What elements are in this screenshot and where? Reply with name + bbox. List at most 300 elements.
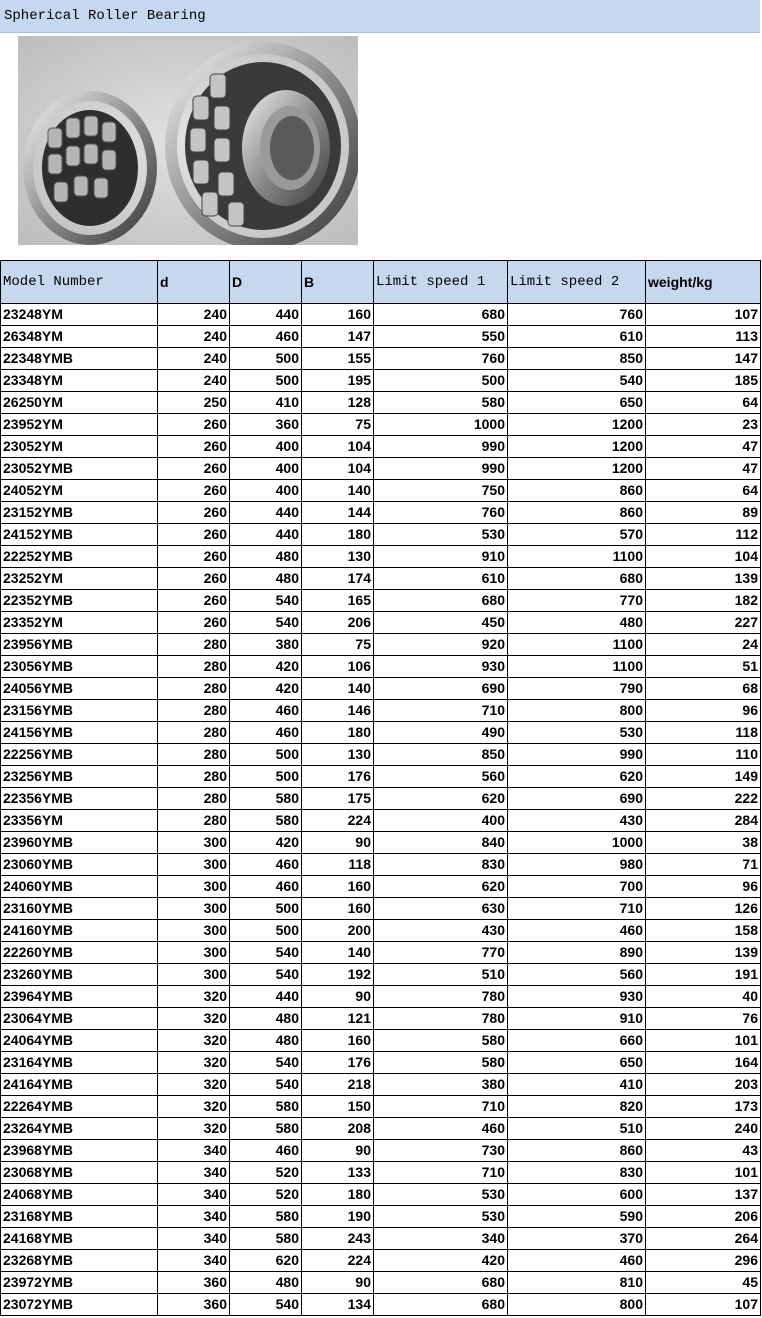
limit-speed-2-cell: 620 bbox=[508, 766, 646, 788]
limit-speed-2-cell: 1100 bbox=[508, 546, 646, 568]
limit-speed-2-cell: 810 bbox=[508, 1272, 646, 1294]
table-row bbox=[1, 876, 761, 898]
model-number-cell: 23072YMB bbox=[1, 1294, 158, 1316]
weight-cell: 43 bbox=[646, 1140, 761, 1162]
limit-speed-1-cell: 710 bbox=[374, 1096, 508, 1118]
b-cell: 144 bbox=[302, 502, 374, 524]
limit-speed-1-cell: 830 bbox=[374, 854, 508, 876]
outer-d-cell: 580 bbox=[230, 788, 302, 810]
model-number-cell: 24152YMB bbox=[1, 524, 158, 546]
model-number-cell: 23060YMB bbox=[1, 854, 158, 876]
weight-cell: 191 bbox=[646, 964, 761, 986]
limit-speed-1-cell: 710 bbox=[374, 1162, 508, 1184]
b-cell: 208 bbox=[302, 1118, 374, 1140]
weight-cell: 158 bbox=[646, 920, 761, 942]
limit-speed-1-cell: 620 bbox=[374, 876, 508, 898]
table-row bbox=[1, 854, 761, 876]
outer-d-cell: 480 bbox=[230, 546, 302, 568]
d-cell: 300 bbox=[158, 898, 230, 920]
table-row bbox=[1, 942, 761, 964]
limit-speed-1-cell: 580 bbox=[374, 392, 508, 414]
table-row bbox=[1, 1118, 761, 1140]
d-cell: 340 bbox=[158, 1140, 230, 1162]
limit-speed-2-cell: 930 bbox=[508, 986, 646, 1008]
limit-speed-2-cell: 600 bbox=[508, 1184, 646, 1206]
weight-cell: 112 bbox=[646, 524, 761, 546]
limit-speed-2-cell: 1000 bbox=[508, 832, 646, 854]
d-cell: 300 bbox=[158, 942, 230, 964]
limit-speed-2-cell: 590 bbox=[508, 1206, 646, 1228]
limit-speed-1-cell: 530 bbox=[374, 1206, 508, 1228]
table-row bbox=[1, 1184, 761, 1206]
weight-cell: 76 bbox=[646, 1008, 761, 1030]
d-cell: 260 bbox=[158, 458, 230, 480]
model-number-cell: 22252YMB bbox=[1, 546, 158, 568]
outer-d-cell: 540 bbox=[230, 942, 302, 964]
limit-speed-2-cell: 860 bbox=[508, 502, 646, 524]
limit-speed-2-cell: 560 bbox=[508, 964, 646, 986]
model-number-cell: 22264YMB bbox=[1, 1096, 158, 1118]
d-cell: 260 bbox=[158, 568, 230, 590]
table-row bbox=[1, 1162, 761, 1184]
column-header-weight: weight/kg bbox=[646, 261, 761, 304]
d-cell: 260 bbox=[158, 612, 230, 634]
d-cell: 260 bbox=[158, 524, 230, 546]
limit-speed-1-cell: 550 bbox=[374, 326, 508, 348]
weight-cell: 107 bbox=[646, 304, 761, 326]
limit-speed-1-cell: 850 bbox=[374, 744, 508, 766]
limit-speed-2-cell: 860 bbox=[508, 480, 646, 502]
outer-d-cell: 500 bbox=[230, 744, 302, 766]
d-cell: 280 bbox=[158, 700, 230, 722]
limit-speed-2-cell: 1100 bbox=[508, 634, 646, 656]
b-cell: 243 bbox=[302, 1228, 374, 1250]
limit-speed-1-cell: 450 bbox=[374, 612, 508, 634]
table-row bbox=[1, 436, 761, 458]
b-cell: 90 bbox=[302, 986, 374, 1008]
weight-cell: 68 bbox=[646, 678, 761, 700]
model-number-cell: 23064YMB bbox=[1, 1008, 158, 1030]
outer-d-cell: 380 bbox=[230, 634, 302, 656]
limit-speed-1-cell: 760 bbox=[374, 348, 508, 370]
limit-speed-1-cell: 730 bbox=[374, 1140, 508, 1162]
limit-speed-2-cell: 1200 bbox=[508, 436, 646, 458]
b-cell: 180 bbox=[302, 722, 374, 744]
d-cell: 340 bbox=[158, 1184, 230, 1206]
weight-cell: 185 bbox=[646, 370, 761, 392]
outer-d-cell: 440 bbox=[230, 502, 302, 524]
outer-d-cell: 580 bbox=[230, 810, 302, 832]
table-row bbox=[1, 1140, 761, 1162]
b-cell: 176 bbox=[302, 1052, 374, 1074]
table-row bbox=[1, 656, 761, 678]
table-row bbox=[1, 678, 761, 700]
weight-cell: 47 bbox=[646, 436, 761, 458]
limit-speed-1-cell: 1000 bbox=[374, 414, 508, 436]
limit-speed-2-cell: 1200 bbox=[508, 458, 646, 480]
limit-speed-1-cell: 780 bbox=[374, 986, 508, 1008]
outer-d-cell: 460 bbox=[230, 1140, 302, 1162]
column-header-limit-speed-2: Limit speed 2 bbox=[508, 261, 646, 304]
outer-d-cell: 480 bbox=[230, 1030, 302, 1052]
table-row bbox=[1, 612, 761, 634]
weight-cell: 96 bbox=[646, 876, 761, 898]
b-cell: 224 bbox=[302, 810, 374, 832]
outer-d-cell: 540 bbox=[230, 590, 302, 612]
weight-cell: 64 bbox=[646, 392, 761, 414]
limit-speed-2-cell: 660 bbox=[508, 1030, 646, 1052]
d-cell: 300 bbox=[158, 920, 230, 942]
b-cell: 130 bbox=[302, 744, 374, 766]
model-number-cell: 23268YMB bbox=[1, 1250, 158, 1272]
limit-speed-1-cell: 760 bbox=[374, 502, 508, 524]
outer-d-cell: 420 bbox=[230, 656, 302, 678]
limit-speed-1-cell: 710 bbox=[374, 700, 508, 722]
table-row bbox=[1, 480, 761, 502]
limit-speed-2-cell: 890 bbox=[508, 942, 646, 964]
weight-cell: 51 bbox=[646, 656, 761, 678]
outer-d-cell: 500 bbox=[230, 370, 302, 392]
d-cell: 320 bbox=[158, 1030, 230, 1052]
limit-speed-1-cell: 690 bbox=[374, 678, 508, 700]
limit-speed-2-cell: 480 bbox=[508, 612, 646, 634]
outer-d-cell: 400 bbox=[230, 436, 302, 458]
model-number-cell: 23152YMB bbox=[1, 502, 158, 524]
limit-speed-2-cell: 790 bbox=[508, 678, 646, 700]
limit-speed-1-cell: 990 bbox=[374, 436, 508, 458]
outer-d-cell: 500 bbox=[230, 920, 302, 942]
outer-d-cell: 460 bbox=[230, 326, 302, 348]
d-cell: 260 bbox=[158, 590, 230, 612]
b-cell: 218 bbox=[302, 1074, 374, 1096]
outer-d-cell: 480 bbox=[230, 1008, 302, 1030]
table-row bbox=[1, 568, 761, 590]
limit-speed-1-cell: 680 bbox=[374, 1294, 508, 1316]
outer-d-cell: 500 bbox=[230, 898, 302, 920]
model-number-cell: 23168YMB bbox=[1, 1206, 158, 1228]
outer-d-cell: 420 bbox=[230, 832, 302, 854]
b-cell: 160 bbox=[302, 898, 374, 920]
table-row bbox=[1, 304, 761, 326]
table-row bbox=[1, 392, 761, 414]
limit-speed-1-cell: 610 bbox=[374, 568, 508, 590]
limit-speed-2-cell: 650 bbox=[508, 392, 646, 414]
d-cell: 300 bbox=[158, 832, 230, 854]
model-number-cell: 23260YMB bbox=[1, 964, 158, 986]
weight-cell: 45 bbox=[646, 1272, 761, 1294]
model-number-cell: 23068YMB bbox=[1, 1162, 158, 1184]
column-header-model-number: Model Number bbox=[1, 261, 158, 304]
d-cell: 320 bbox=[158, 1074, 230, 1096]
d-cell: 280 bbox=[158, 744, 230, 766]
outer-d-cell: 500 bbox=[230, 766, 302, 788]
model-number-cell: 23264YMB bbox=[1, 1118, 158, 1140]
table-row bbox=[1, 634, 761, 656]
limit-speed-2-cell: 460 bbox=[508, 1250, 646, 1272]
d-cell: 260 bbox=[158, 546, 230, 568]
outer-d-cell: 580 bbox=[230, 1118, 302, 1140]
outer-d-cell: 520 bbox=[230, 1162, 302, 1184]
limit-speed-1-cell: 380 bbox=[374, 1074, 508, 1096]
table-row bbox=[1, 458, 761, 480]
table-row bbox=[1, 1008, 761, 1030]
outer-d-cell: 460 bbox=[230, 700, 302, 722]
limit-speed-2-cell: 370 bbox=[508, 1228, 646, 1250]
limit-speed-2-cell: 800 bbox=[508, 1294, 646, 1316]
model-number-cell: 22256YMB bbox=[1, 744, 158, 766]
b-cell: 174 bbox=[302, 568, 374, 590]
outer-d-cell: 440 bbox=[230, 524, 302, 546]
b-cell: 106 bbox=[302, 656, 374, 678]
model-number-cell: 24068YMB bbox=[1, 1184, 158, 1206]
b-cell: 206 bbox=[302, 612, 374, 634]
outer-d-cell: 360 bbox=[230, 414, 302, 436]
limit-speed-1-cell: 750 bbox=[374, 480, 508, 502]
table-body bbox=[1, 304, 761, 1316]
b-cell: 121 bbox=[302, 1008, 374, 1030]
model-number-cell: 23960YMB bbox=[1, 832, 158, 854]
d-cell: 280 bbox=[158, 634, 230, 656]
weight-cell: 38 bbox=[646, 832, 761, 854]
b-cell: 160 bbox=[302, 876, 374, 898]
d-cell: 280 bbox=[158, 766, 230, 788]
d-cell: 320 bbox=[158, 1096, 230, 1118]
table-row bbox=[1, 1030, 761, 1052]
b-cell: 75 bbox=[302, 414, 374, 436]
weight-cell: 264 bbox=[646, 1228, 761, 1250]
table-row bbox=[1, 546, 761, 568]
column-header-b: B bbox=[302, 261, 374, 304]
limit-speed-1-cell: 430 bbox=[374, 920, 508, 942]
limit-speed-2-cell: 830 bbox=[508, 1162, 646, 1184]
b-cell: 160 bbox=[302, 304, 374, 326]
weight-cell: 296 bbox=[646, 1250, 761, 1272]
model-number-cell: 23972YMB bbox=[1, 1272, 158, 1294]
weight-cell: 240 bbox=[646, 1118, 761, 1140]
b-cell: 140 bbox=[302, 678, 374, 700]
d-cell: 320 bbox=[158, 986, 230, 1008]
d-cell: 360 bbox=[158, 1272, 230, 1294]
limit-speed-1-cell: 770 bbox=[374, 942, 508, 964]
outer-d-cell: 400 bbox=[230, 480, 302, 502]
limit-speed-1-cell: 400 bbox=[374, 810, 508, 832]
model-number-cell: 23952YM bbox=[1, 414, 158, 436]
limit-speed-1-cell: 510 bbox=[374, 964, 508, 986]
b-cell: 128 bbox=[302, 392, 374, 414]
model-number-cell: 24060YMB bbox=[1, 876, 158, 898]
weight-cell: 23 bbox=[646, 414, 761, 436]
model-number-cell: 24064YMB bbox=[1, 1030, 158, 1052]
b-cell: 190 bbox=[302, 1206, 374, 1228]
table-row bbox=[1, 744, 761, 766]
d-cell: 280 bbox=[158, 722, 230, 744]
weight-cell: 104 bbox=[646, 546, 761, 568]
limit-speed-1-cell: 500 bbox=[374, 370, 508, 392]
column-header-outer-d: D bbox=[230, 261, 302, 304]
outer-d-cell: 580 bbox=[230, 1206, 302, 1228]
table-row bbox=[1, 766, 761, 788]
b-cell: 224 bbox=[302, 1250, 374, 1272]
outer-d-cell: 540 bbox=[230, 1294, 302, 1316]
b-cell: 140 bbox=[302, 942, 374, 964]
limit-speed-1-cell: 580 bbox=[374, 1052, 508, 1074]
weight-cell: 206 bbox=[646, 1206, 761, 1228]
limit-speed-2-cell: 910 bbox=[508, 1008, 646, 1030]
table-header-row bbox=[1, 261, 761, 304]
limit-speed-2-cell: 610 bbox=[508, 326, 646, 348]
b-cell: 150 bbox=[302, 1096, 374, 1118]
table-row bbox=[1, 370, 761, 392]
d-cell: 260 bbox=[158, 502, 230, 524]
d-cell: 260 bbox=[158, 414, 230, 436]
weight-cell: 139 bbox=[646, 942, 761, 964]
limit-speed-2-cell: 1100 bbox=[508, 656, 646, 678]
model-number-cell: 23964YMB bbox=[1, 986, 158, 1008]
d-cell: 320 bbox=[158, 1118, 230, 1140]
table-row bbox=[1, 348, 761, 370]
model-number-cell: 23156YMB bbox=[1, 700, 158, 722]
outer-d-cell: 540 bbox=[230, 612, 302, 634]
outer-d-cell: 520 bbox=[230, 1184, 302, 1206]
limit-speed-2-cell: 850 bbox=[508, 348, 646, 370]
limit-speed-2-cell: 570 bbox=[508, 524, 646, 546]
limit-speed-1-cell: 930 bbox=[374, 656, 508, 678]
weight-cell: 164 bbox=[646, 1052, 761, 1074]
b-cell: 146 bbox=[302, 700, 374, 722]
d-cell: 260 bbox=[158, 436, 230, 458]
outer-d-cell: 400 bbox=[230, 458, 302, 480]
b-cell: 130 bbox=[302, 546, 374, 568]
model-number-cell: 23956YMB bbox=[1, 634, 158, 656]
model-number-cell: 22348YMB bbox=[1, 348, 158, 370]
d-cell: 340 bbox=[158, 1206, 230, 1228]
weight-cell: 118 bbox=[646, 722, 761, 744]
table-row bbox=[1, 414, 761, 436]
outer-d-cell: 410 bbox=[230, 392, 302, 414]
outer-d-cell: 540 bbox=[230, 1074, 302, 1096]
b-cell: 200 bbox=[302, 920, 374, 942]
limit-speed-1-cell: 490 bbox=[374, 722, 508, 744]
limit-speed-1-cell: 420 bbox=[374, 1250, 508, 1272]
limit-speed-2-cell: 990 bbox=[508, 744, 646, 766]
table-row bbox=[1, 1096, 761, 1118]
outer-d-cell: 480 bbox=[230, 568, 302, 590]
d-cell: 280 bbox=[158, 656, 230, 678]
limit-speed-2-cell: 540 bbox=[508, 370, 646, 392]
outer-d-cell: 580 bbox=[230, 1096, 302, 1118]
limit-speed-1-cell: 680 bbox=[374, 304, 508, 326]
bearing-table bbox=[0, 260, 761, 1316]
model-number-cell: 23352YM bbox=[1, 612, 158, 634]
d-cell: 280 bbox=[158, 788, 230, 810]
limit-speed-2-cell: 510 bbox=[508, 1118, 646, 1140]
model-number-cell: 24160YMB bbox=[1, 920, 158, 942]
limit-speed-1-cell: 840 bbox=[374, 832, 508, 854]
model-number-cell: 26348YM bbox=[1, 326, 158, 348]
limit-speed-2-cell: 800 bbox=[508, 700, 646, 722]
table-row bbox=[1, 1228, 761, 1250]
limit-speed-2-cell: 860 bbox=[508, 1140, 646, 1162]
weight-cell: 149 bbox=[646, 766, 761, 788]
weight-cell: 227 bbox=[646, 612, 761, 634]
model-number-cell: 26250YM bbox=[1, 392, 158, 414]
d-cell: 340 bbox=[158, 1228, 230, 1250]
outer-d-cell: 580 bbox=[230, 1228, 302, 1250]
d-cell: 240 bbox=[158, 304, 230, 326]
limit-speed-1-cell: 620 bbox=[374, 788, 508, 810]
limit-speed-2-cell: 760 bbox=[508, 304, 646, 326]
table-row bbox=[1, 1250, 761, 1272]
weight-cell: 24 bbox=[646, 634, 761, 656]
d-cell: 260 bbox=[158, 480, 230, 502]
model-number-cell: 24168YMB bbox=[1, 1228, 158, 1250]
b-cell: 176 bbox=[302, 766, 374, 788]
limit-speed-2-cell: 650 bbox=[508, 1052, 646, 1074]
table-row bbox=[1, 700, 761, 722]
limit-speed-1-cell: 780 bbox=[374, 1008, 508, 1030]
table-row bbox=[1, 326, 761, 348]
table-row bbox=[1, 964, 761, 986]
model-number-cell: 23256YMB bbox=[1, 766, 158, 788]
outer-d-cell: 460 bbox=[230, 722, 302, 744]
b-cell: 195 bbox=[302, 370, 374, 392]
weight-cell: 47 bbox=[646, 458, 761, 480]
b-cell: 160 bbox=[302, 1030, 374, 1052]
b-cell: 180 bbox=[302, 1184, 374, 1206]
limit-speed-2-cell: 460 bbox=[508, 920, 646, 942]
model-number-cell: 23160YMB bbox=[1, 898, 158, 920]
weight-cell: 110 bbox=[646, 744, 761, 766]
limit-speed-1-cell: 530 bbox=[374, 524, 508, 546]
table-row bbox=[1, 722, 761, 744]
d-cell: 250 bbox=[158, 392, 230, 414]
table-row bbox=[1, 832, 761, 854]
d-cell: 300 bbox=[158, 854, 230, 876]
weight-cell: 203 bbox=[646, 1074, 761, 1096]
limit-speed-2-cell: 530 bbox=[508, 722, 646, 744]
weight-cell: 147 bbox=[646, 348, 761, 370]
limit-speed-2-cell: 1200 bbox=[508, 414, 646, 436]
weight-cell: 64 bbox=[646, 480, 761, 502]
outer-d-cell: 460 bbox=[230, 876, 302, 898]
model-number-cell: 23248YM bbox=[1, 304, 158, 326]
outer-d-cell: 460 bbox=[230, 854, 302, 876]
limit-speed-1-cell: 560 bbox=[374, 766, 508, 788]
table-row bbox=[1, 788, 761, 810]
outer-d-cell: 440 bbox=[230, 986, 302, 1008]
d-cell: 240 bbox=[158, 326, 230, 348]
weight-cell: 107 bbox=[646, 1294, 761, 1316]
weight-cell: 113 bbox=[646, 326, 761, 348]
limit-speed-2-cell: 430 bbox=[508, 810, 646, 832]
b-cell: 90 bbox=[302, 1272, 374, 1294]
table-row bbox=[1, 920, 761, 942]
limit-speed-2-cell: 680 bbox=[508, 568, 646, 590]
model-number-cell: 23052YM bbox=[1, 436, 158, 458]
weight-cell: 101 bbox=[646, 1162, 761, 1184]
limit-speed-1-cell: 990 bbox=[374, 458, 508, 480]
outer-d-cell: 440 bbox=[230, 304, 302, 326]
b-cell: 140 bbox=[302, 480, 374, 502]
table-row bbox=[1, 524, 761, 546]
weight-cell: 126 bbox=[646, 898, 761, 920]
limit-speed-1-cell: 460 bbox=[374, 1118, 508, 1140]
table-row bbox=[1, 1206, 761, 1228]
d-cell: 280 bbox=[158, 810, 230, 832]
model-number-cell: 22352YMB bbox=[1, 590, 158, 612]
b-cell: 133 bbox=[302, 1162, 374, 1184]
table-row bbox=[1, 1074, 761, 1096]
